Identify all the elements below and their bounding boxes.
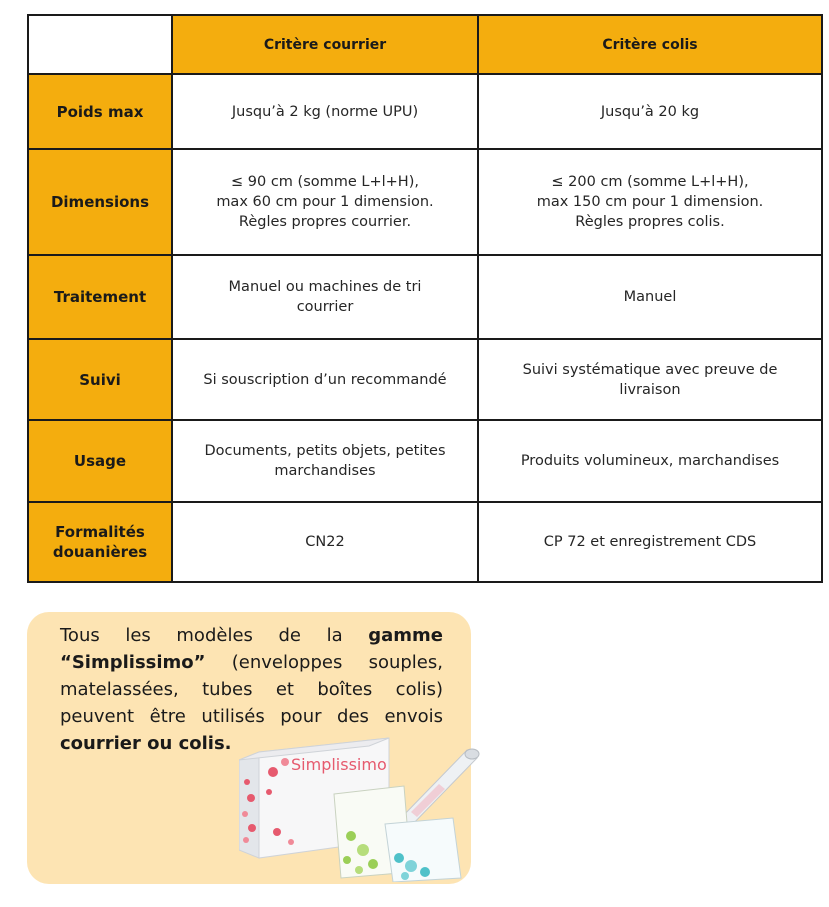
cell-traitement-colis [478, 255, 822, 339]
cell-line: Règles propres courrier. [238, 214, 412, 230]
cell-formalites-colis [478, 502, 822, 582]
row-label-suivi: Suivi [28, 339, 172, 420]
cell-line: Jusqu’à 2 kg (norme UPU) [231, 103, 419, 120]
row-label-poids: Poids max [28, 74, 172, 149]
cell-line: Suivi systématique avec preuve de [522, 361, 778, 378]
callout-text-part: Tous les modèles de la [60, 625, 369, 646]
table-row [28, 420, 822, 502]
teal-envelope [385, 818, 461, 882]
callout-text-part: (enveloppes souples, matelassées, tubes et boîtes colis) peuvent être utilisés pour des envois [60, 652, 443, 727]
table-row [28, 149, 822, 255]
cell-line: Produits volumineux, marchandises [520, 453, 780, 469]
cell-line: ≤ 200 cm (somme L+l+H), [551, 174, 749, 190]
product-brand-text: Simplissimo [291, 755, 387, 774]
comparison-table [27, 14, 823, 583]
cell-suivi-colis [478, 339, 822, 420]
cell-poids-courrier [172, 74, 478, 149]
header-courrier: Critère courrier [172, 15, 478, 74]
row-label-dimensions: Dimensions [28, 149, 172, 255]
cell-dimensions-colis [478, 149, 822, 255]
row-label-formalites [28, 502, 172, 582]
header-corner-cell [28, 15, 172, 74]
table-row [28, 255, 822, 339]
cell-dimensions-courrier [172, 149, 478, 255]
row-label-line: douanières [52, 543, 148, 561]
cell-line: courrier [296, 299, 354, 315]
cell-line: Règles propres colis. [575, 214, 725, 230]
cell-line: CN22 [305, 534, 345, 550]
cell-line: ≤ 90 cm (somme L+l+H), [231, 174, 419, 190]
cell-line: max 150 cm pour 1 dimension. [536, 194, 764, 210]
header-colis: Critère colis [478, 15, 822, 74]
cell-usage-colis [478, 420, 822, 502]
cell-line: Documents, petits objets, petites [204, 443, 446, 459]
cell-line: Manuel ou machines de tri [228, 279, 422, 295]
tube-product [399, 749, 479, 828]
row-label-traitement: Traitement [28, 255, 172, 339]
cell-line: CP 72 et enregistrement CDS [543, 534, 757, 550]
cell-line: Manuel [623, 289, 677, 305]
cell-poids-colis [478, 74, 822, 149]
cell-line: marchandises [274, 463, 376, 479]
cell-usage-courrier [172, 420, 478, 502]
simplissimo-products-image [239, 732, 484, 882]
table-row [28, 339, 822, 420]
row-label-line: Formalités [55, 523, 145, 541]
simplissimo-callout [27, 612, 471, 884]
callout-bold-gamme: gamme “Simplissimo” [60, 625, 443, 673]
cell-suivi-courrier [172, 339, 478, 420]
callout-bold-courrier-colis: courrier ou colis. [60, 733, 232, 754]
cell-line: livraison [619, 381, 681, 398]
cell-traitement-courrier [172, 255, 478, 339]
cell-line: Jusqu’à 20 kg [600, 103, 700, 120]
cell-line: Si souscription d’un recommandé [203, 371, 447, 388]
cell-formalites-courrier [172, 502, 478, 582]
table-row [28, 502, 822, 582]
cell-line: max 60 cm pour 1 dimension. [216, 194, 434, 210]
row-label-usage: Usage [28, 420, 172, 502]
table-row [28, 74, 822, 149]
table-header-row [28, 15, 822, 74]
